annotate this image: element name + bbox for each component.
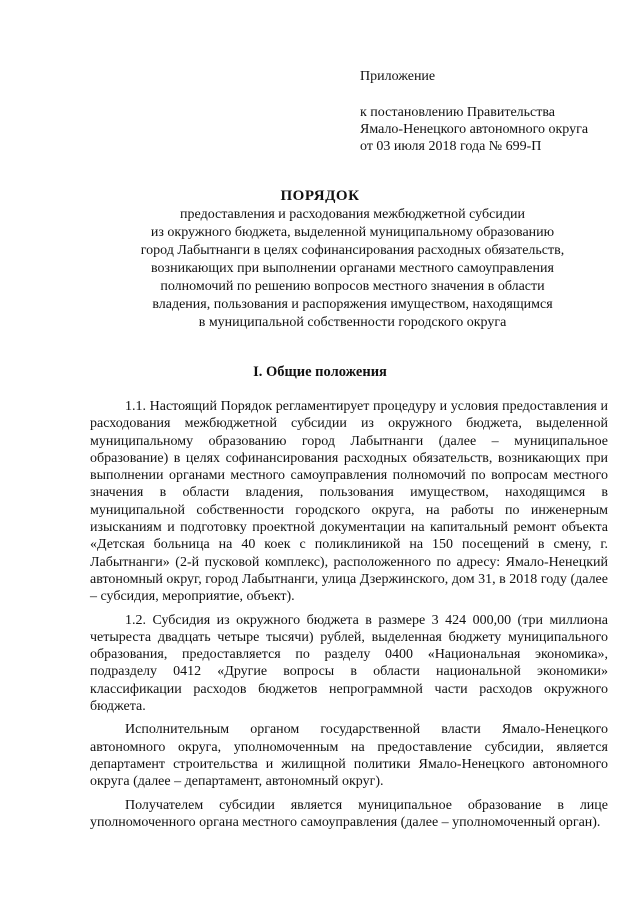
document-body <box>90 398 608 837</box>
subtitle-line: из окружного бюджета, выделенной муниципальному образованию <box>150 225 555 240</box>
subtitle-line: полномочий по решению вопросов местного значения в области <box>160 279 545 294</box>
document-subtitle <box>95 206 610 332</box>
appendix-reference <box>360 104 588 155</box>
paragraph-1-2: 1.2. Субсидия из окружного бюджета в размере 3 424 000,00 (три миллиона четыреста двадцать четыре тысячи) рублей, выделенная бюджету муниципального образования, предоставляется по разделу 0400 «Национальная экономика», подразделу 0412 «Другие вопросы в области национальной экономики» классификации расходов бюджетов непрограммной части расходов окружного бюджета. <box>90 612 608 715</box>
appendix-ref-line: от 03 июля 2018 года № 699-П <box>360 139 542 154</box>
subtitle-line: в муниципальной собственности городского округа <box>198 315 507 330</box>
section-heading: I. Общие положения <box>253 364 387 380</box>
paragraph-recipient: Получателем субсидии является муниципальное образование в лице уполномоченного органа местного самоуправления (далее – уполномоченный орган). <box>90 797 608 830</box>
subtitle-line: владения, пользования и распоряжения имуществом, находящимся <box>152 297 553 312</box>
subtitle-line: предоставления и расходования межбюджетной субсидии <box>180 207 525 222</box>
appendix-ref-line: к постановлению Правительства <box>360 105 556 120</box>
appendix-label: Приложение <box>360 69 436 84</box>
subtitle-line: город Лабытнанги в целях софинансирования расходных обязательств, <box>140 243 565 258</box>
paragraph-executive-body: Исполнительным органом государственной власти Ямало-Ненецкого автономного округа, уполномоченным на предоставление субсидии, является департамент строительства и жилищной политики Ямало-Ненецкого автономного округа (далее – департамент, автономный округ). <box>90 722 608 790</box>
paragraph-1-1: 1.1. Настоящий Порядок регламентирует процедуру и условия предоставления и расходования межбюджетной субсидии из окружного бюджета, выделенной муниципальному образованию город Лабытнанги (далее – муниципальное образование) в целях софинансирования расходных обязательств, возникающих при выполнении органами местного самоуправления полномочий по вопросам местного значения в области владения, пользования имуществом, находящимся в муниципальной собственности городского округа, на работы по инженерным изысканиям и подготовку проектной документации на капитальный ремонт объекта «Детская больница на 40 коек с поликлиникой на 150 посещений в смену, г. Лабытнанги» (2-й пусковой комплекс), расположенного по адресу: Ямало-Ненецкий автономный округ, город Лабытнанги, улица Дзержинского, дом 31, в 2018 году (далее – субсидия, мероприятие, объект). <box>90 399 608 605</box>
appendix-ref-line: Ямало-Ненецкого автономного округа <box>360 122 589 137</box>
document-title: ПОРЯДОК <box>280 188 360 204</box>
subtitle-line: возникающих при выполнении органами местного самоуправления <box>151 261 554 276</box>
